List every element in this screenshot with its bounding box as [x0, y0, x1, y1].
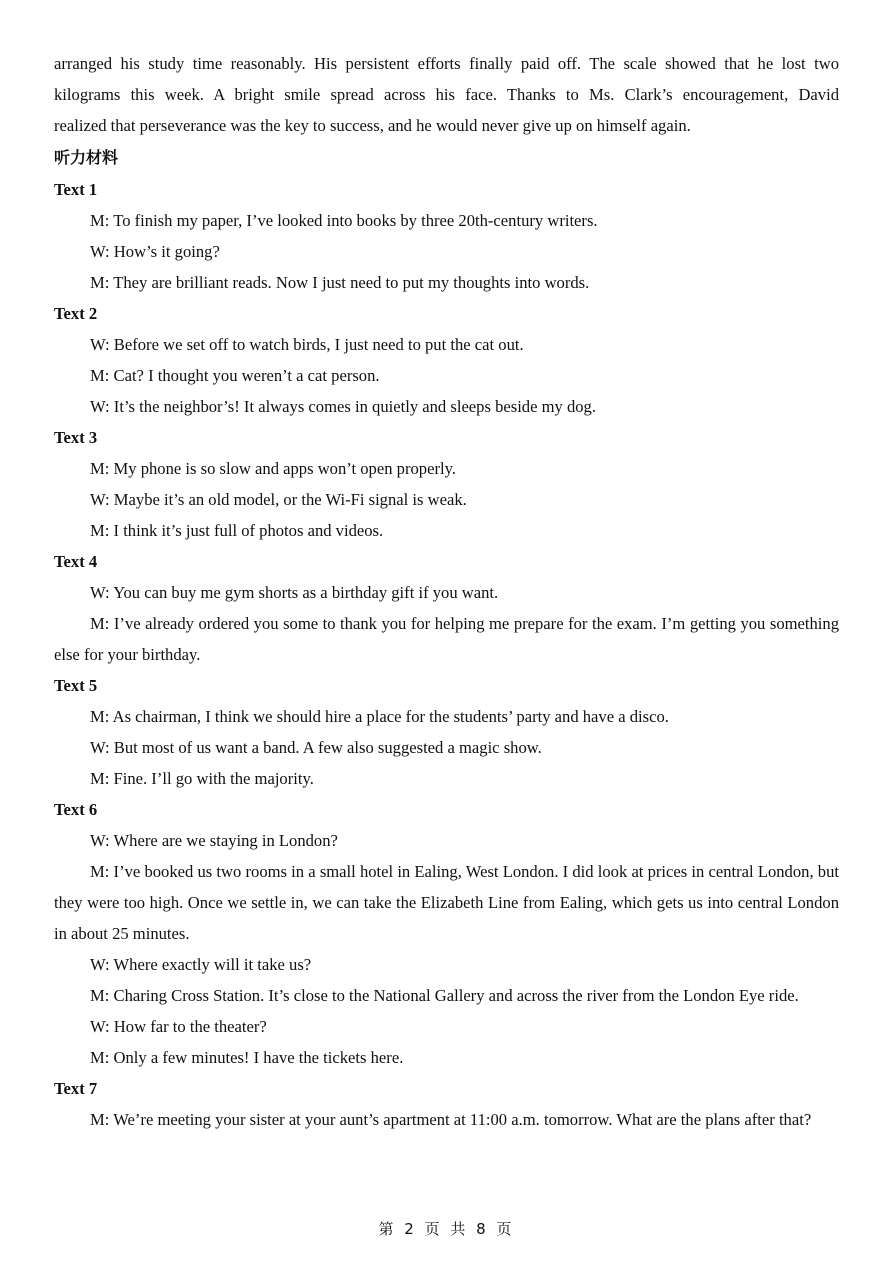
text-heading: Text 7 — [54, 1079, 98, 1098]
dialogue-line: M: I think it’s just full of photos and videos. — [90, 521, 384, 540]
dialogue-line: M: I’ve booked us two rooms in a small hotel in Ealing, West London. I did look at prices in central London, but they were too high. Once we settle in, we can take the Elizabeth Line from Ealing, which gets us into central London in about 25 minutes. — [54, 862, 839, 943]
page-footer: 第 2 页 共 8 页 — [378, 1220, 515, 1238]
text-heading: Text 6 — [54, 800, 98, 819]
text-heading: Text 2 — [54, 304, 98, 323]
text-heading: Text 1 — [54, 180, 98, 199]
section-title: 听力材料 — [54, 148, 119, 167]
dialogue-line: M: To finish my paper, I’ve looked into books by three 20th-century writers. — [90, 211, 598, 230]
intro-line: realized that perseverance was the key to success, and he would never give up on himself again. — [54, 116, 691, 135]
dialogue-line: M: Only a few minutes! I have the tickets here. — [90, 1048, 404, 1067]
dialogue-line: W: How’s it going? — [90, 242, 220, 261]
dialogue-line: M: I’ve already ordered you some to thank you for helping me prepare for the exam. I’m getting you something else for your birthday. — [54, 614, 839, 664]
dialogue-line: M: My phone is so slow and apps won’t open properly. — [90, 459, 456, 478]
dialogue-line: M: As chairman, I think we should hire a place for the students’ party and have a disco. — [90, 707, 669, 726]
text-heading: Text 3 — [54, 428, 98, 447]
text-heading: Text 5 — [54, 676, 98, 695]
document-page — [54, 48, 839, 1135]
dialogue-line: M: Charing Cross Station. It’s close to the National Gallery and across the river from the London Eye ride. — [90, 986, 799, 1005]
intro-line: arranged his study time reasonably. His persistent efforts finally paid off. The scale showed that he lost two — [54, 54, 839, 73]
dialogue-line: W: How far to the theater? — [90, 1017, 267, 1036]
dialogue-line: M: We’re meeting your sister at your aunt’s apartment at 11:00 a.m. tomorrow. What are the plans after that? — [90, 1110, 812, 1129]
text-heading: Text 4 — [54, 552, 98, 571]
dialogue-line: W: Before we set off to watch birds, I just need to put the cat out. — [90, 335, 524, 354]
dialogue-line: W: Where are we staying in London? — [90, 831, 338, 850]
dialogue-line: W: But most of us want a band. A few also suggested a magic show. — [90, 738, 542, 757]
dialogue-line: W: It’s the neighbor’s! It always comes in quietly and sleeps beside my dog. — [90, 397, 597, 416]
dialogue-line: M: They are brilliant reads. Now I just need to put my thoughts into words. — [90, 273, 590, 292]
intro-line: kilograms this week. A bright smile spread across his face. Thanks to Ms. Clark’s encouragement, David — [54, 85, 839, 104]
dialogue-line: W: Maybe it’s an old model, or the Wi-Fi signal is weak. — [90, 490, 467, 509]
dialogue-line: W: Where exactly will it take us? — [90, 955, 312, 974]
dialogue-line: M: Fine. I’ll go with the majority. — [90, 769, 314, 788]
dialogue-line: W: You can buy me gym shorts as a birthday gift if you want. — [90, 583, 499, 602]
dialogue-line: M: Cat? I thought you weren’t a cat person. — [90, 366, 380, 385]
